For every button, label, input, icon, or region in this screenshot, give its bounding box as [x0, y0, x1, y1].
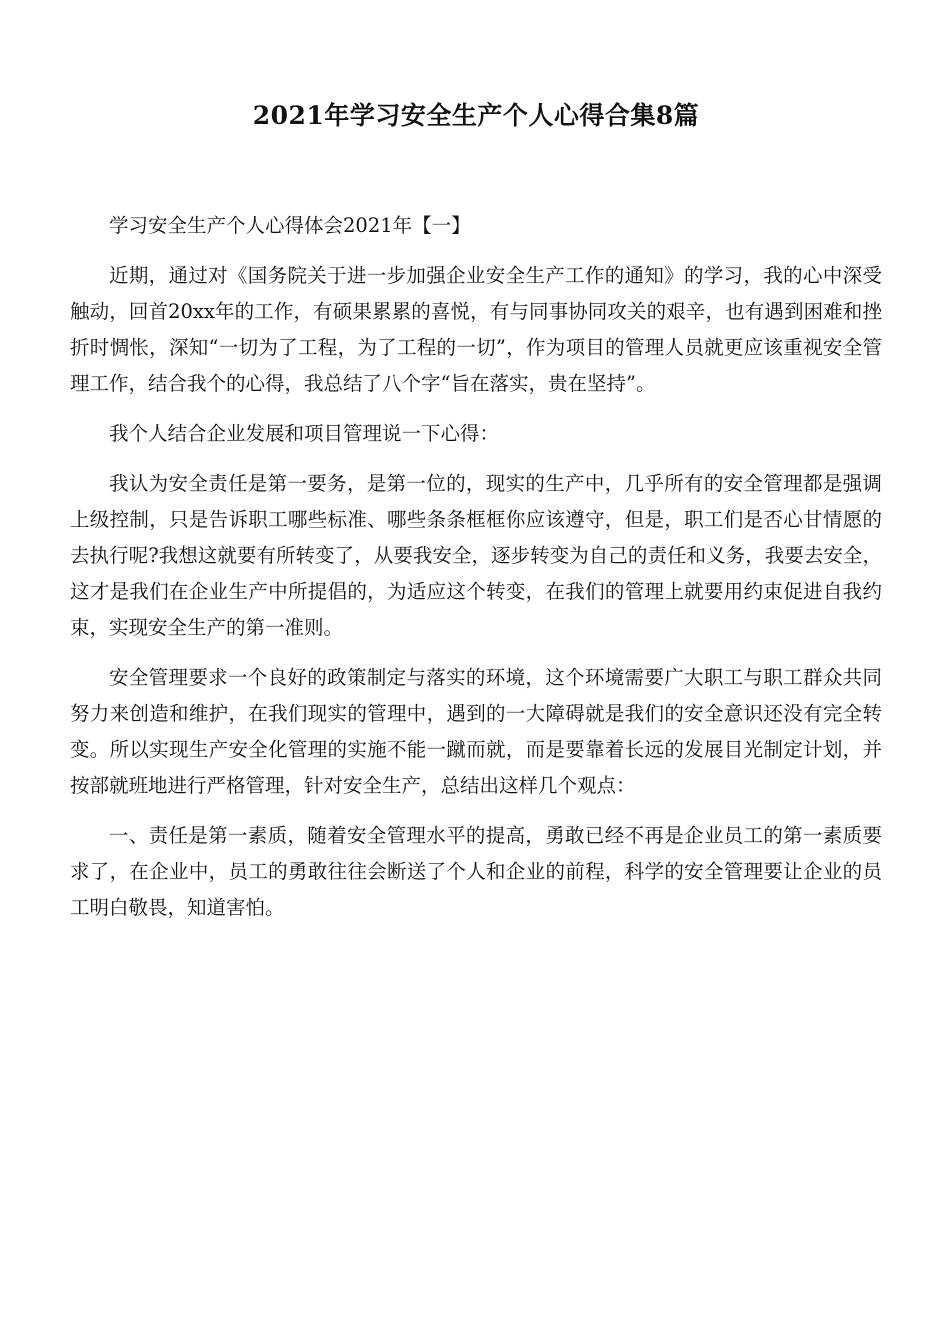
paragraph-lead-in: 我个人结合企业发展和项目管理说一下心得： — [109, 422, 500, 445]
paragraph-safety-management: 安全管理要求一个良好的政策制定与落实的环境，这个环境需要广大职工与职工群众共同努力来创造和维护，在我们现实的管理中，遇到的一大障碍就是我们的安全意识还没有完全转变。所以实现生产安全化管理的实施不能一蹴而就，而是要靠着长远的发展目光制定计划，并按部就班地进行严格管理，针对安全生产，总结出这样几个观点： — [70, 666, 882, 797]
paragraph-intro: 近期，通过对《国务院关于进一步加强企业安全生产工作的通知》的学习，我的心中深受触动，回首20xx年的工作，有硕果累累的喜悦，有与同事协同攻关的艰辛，也有遇到困难和挫折时惆怅，深知“一切为了工程，为了工程的一切”，作为项目的管理人员就更应该重视安全管理工作，结合我个的心得，我总结了八个字“旨在落实，贵在坚持”。 — [70, 264, 882, 395]
document-title: 2021年学习安全生产个人心得合集8篇 — [252, 101, 700, 130]
section-heading: 学习安全生产个人心得体会2021年【一】 — [109, 214, 471, 237]
paragraph-safety-responsibility: 我认为安全责任是第一要务，是第一位的，现实的生产中，几乎所有的安全管理都是强调上级控制，只是告诉职工哪些标准、哪些条条框框你应该遵守，但是，职工们是否心甘情愿的去执行呢?我想这就要有所转变了，从要我安全，逐步转变为自己的责任和义务，我要去安全，这才是我们在企业生产中所提倡的，为适应这个转变，在我们的管理上就要用约束促进自我约束，实现安全生产的第一准则。 — [70, 472, 882, 639]
paragraph-point-one: 一、责任是第一素质，随着安全管理水平的提高，勇敢已经不再是企业员工的第一素质要求了，在企业中，员工的勇敢往往会断送了个人和企业的前程，科学的安全管理要让企业的员工明白敬畏，知道害怕。 — [70, 824, 882, 919]
